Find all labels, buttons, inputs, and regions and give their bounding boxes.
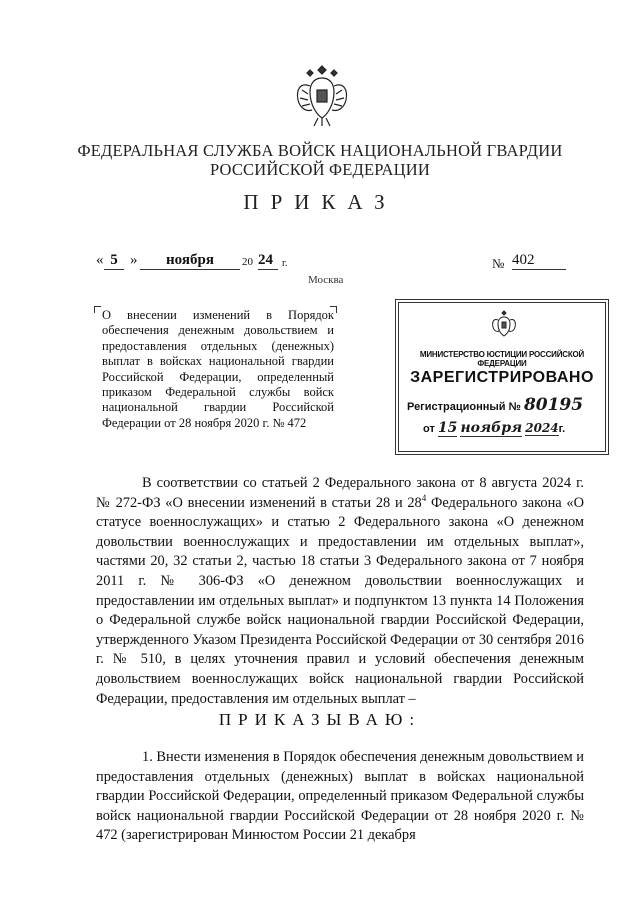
date-month-value: ноября xyxy=(140,252,240,270)
stamp-date-line xyxy=(423,420,565,437)
date-year-unit: г. xyxy=(282,258,288,269)
registration-stamp xyxy=(398,302,606,452)
stamp-date-month: ноября xyxy=(460,420,523,436)
stamp-reg-line xyxy=(407,395,583,415)
agency-name-line1: ФЕДЕРАЛЬНАЯ СЛУЖБА ВОЙСК НАЦИОНАЛЬНОЙ ГВАРДИИ xyxy=(77,141,563,160)
order-subject: О внесении изменений в Порядок обеспечения денежным довольствием и предоставления отдельных (денежных) выплат в войсках национальной гвардии Российской Федерации, определенный приказом Федеральной службы войск национальной гвардии Российской Федерации от 28 ноября 2020 г. № 472 xyxy=(102,308,334,430)
date-year-prefix: 20 xyxy=(242,256,253,268)
stamp-date-prefix: от xyxy=(423,423,435,435)
date-day xyxy=(104,252,124,270)
order-number-label: № xyxy=(492,256,505,271)
document-type-title: ПРИКАЗ xyxy=(243,190,397,214)
order-item-1: 1. Внести изменения в Порядок обеспечения денежным довольствием и предоставления отдельных (денежных) выплат в войсках национальной гвардии Российской Федерации, определенный приказом Федеральной службы войск национальной гвардии Российской Федерации от 28 ноября 2020 г. № 472 (зарегистрирован Минюстом России 21 декабря xyxy=(96,749,584,844)
order-number xyxy=(512,252,566,270)
preamble-superscript: 4 xyxy=(421,492,427,503)
stamp-emblem-icon xyxy=(491,309,517,339)
date-quote-open: « xyxy=(96,252,104,268)
stamp-date-year: 2024 xyxy=(525,421,559,435)
agency-name-line2: РОССИЙСКОЙ ФЕДЕРАЦИИ xyxy=(209,160,431,179)
preamble-part1: В соответствии со статьей 2 Федерального закона от 8 августа 2024 г. № 272-ФЗ «О внесении изменений в статьи 28 и 28 xyxy=(96,475,584,511)
stamp-date-day: 15 xyxy=(437,420,458,436)
city-name: Москва xyxy=(308,274,344,286)
preamble-paragraph xyxy=(96,474,584,709)
stamp-reg-label: Регистрационный № xyxy=(407,401,521,413)
order-word: ПРИКАЗЫВАЮ: xyxy=(218,710,422,729)
preamble-part2: Федерального закона «О статусе военнослужащих» и статью 2 Федерального закона «О денежном довольствии военнослужащих и предоставлении им отдельных выплат», частями 20, 32 статьи 2, частью 18 статьи 3 Федерального закона от 7 ноября 2011 г. № 306-ФЗ «О денежном довольствии военнослужащих и предоставлении им отдельных выплат» и подпунктом 13 пункта 14 Положения о Федеральной службе войск национальной гвардии Российской Федерации, утвержденного Указом Президента Российской Федерации от 30 сентября 2016 г. № 510, в целях уточнения правил и условий обеспечения денежным довольствием военнослужащих войск национальной гвардии Российской Федерации, предоставления им отдельных выплат – xyxy=(96,494,584,707)
date-year-value: 24 xyxy=(258,252,278,270)
date-day-value: 5 xyxy=(104,252,124,270)
date-year xyxy=(258,252,278,270)
stamp-ministry: МИНИСТЕРСТВО ЮСТИЦИИ РОССИЙСКОЙ ФЕДЕРАЦИИ xyxy=(419,350,585,368)
order-number-value: 402 xyxy=(512,252,566,270)
stamp-registered: ЗАРЕГИСТРИРОВАНО xyxy=(410,369,594,386)
stamp-date-unit: г. xyxy=(558,423,566,435)
coat-of-arms-icon xyxy=(292,60,352,130)
stamp-reg-number: 80195 xyxy=(523,395,584,415)
date-month xyxy=(140,252,240,270)
date-quote-close: » xyxy=(130,252,138,268)
subject-bracket-left xyxy=(94,306,101,313)
